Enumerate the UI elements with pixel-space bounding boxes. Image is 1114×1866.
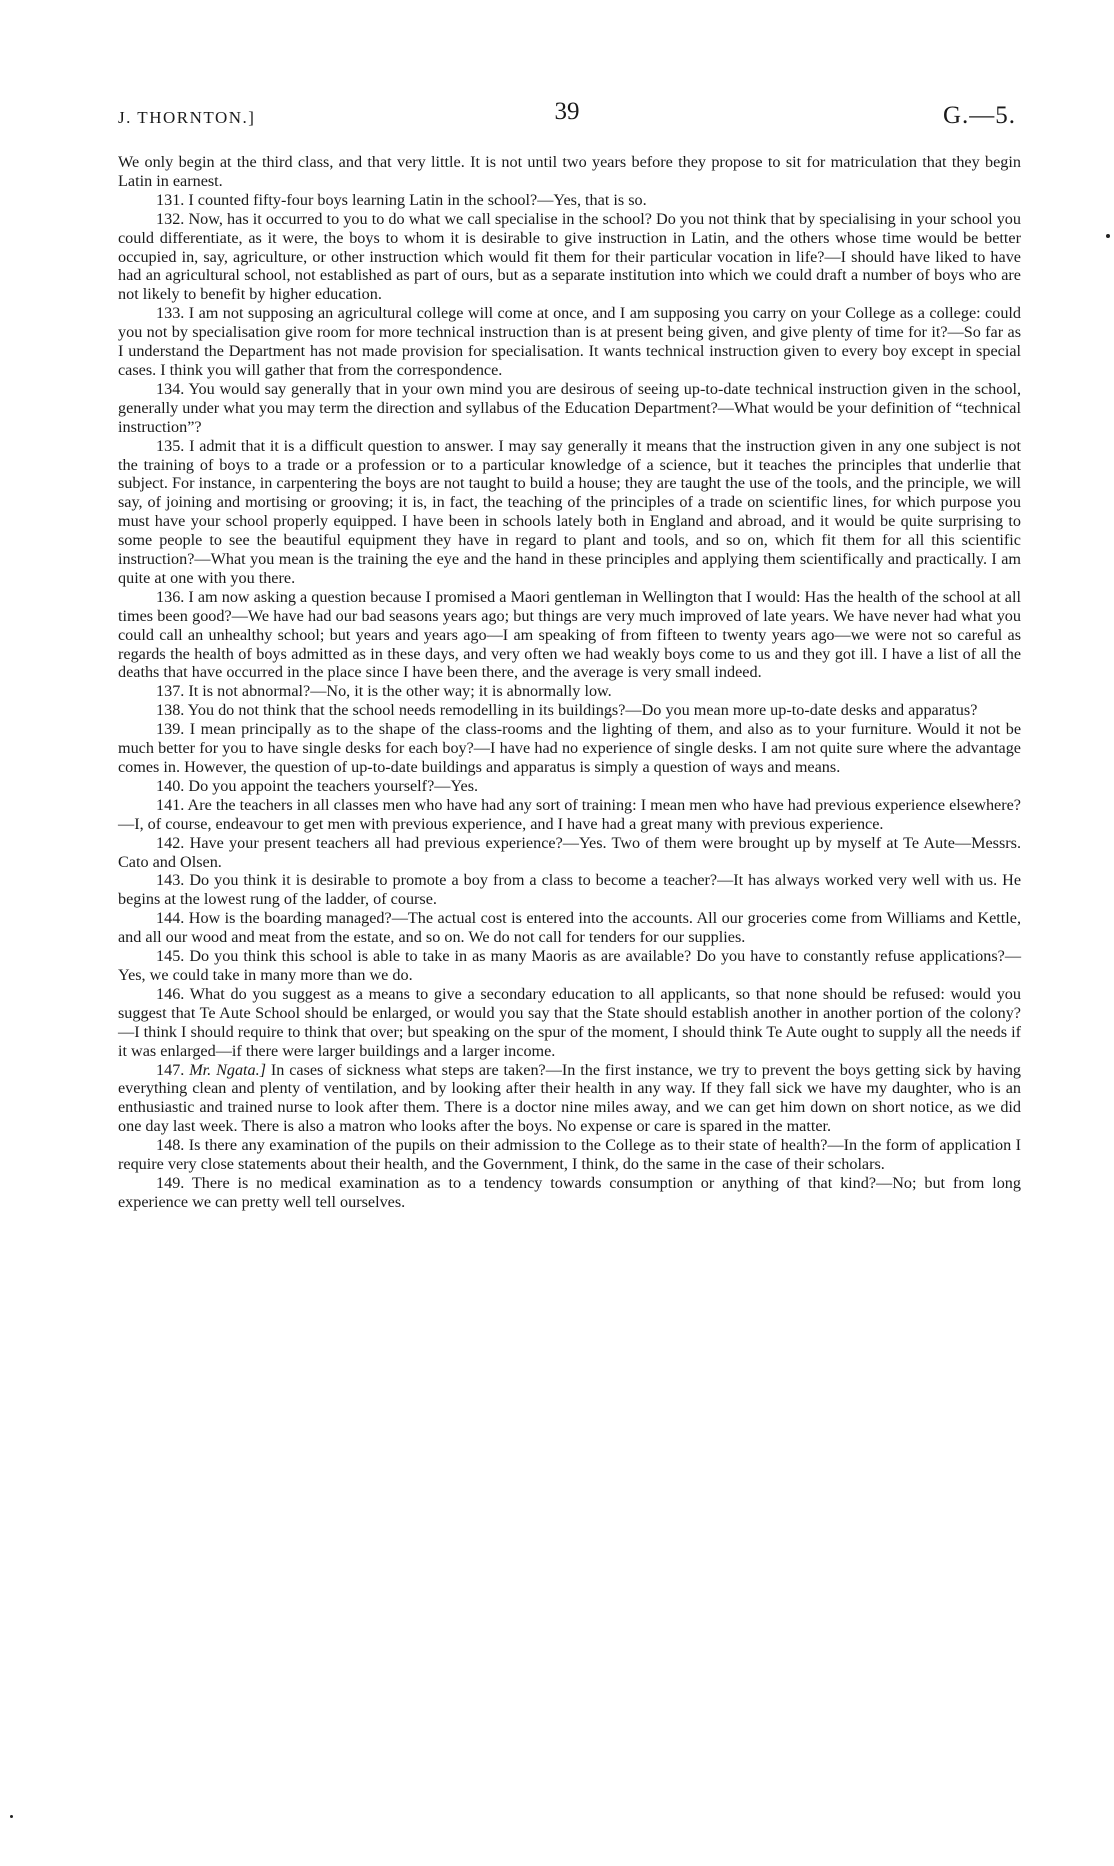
- question-number: 144.: [156, 909, 185, 928]
- question-paragraph: [118, 588, 1021, 683]
- question-paragraph: [118, 1136, 1021, 1174]
- question-text: What do you suggest as a means to give a secondary education to all applicants, so that none should be refused: would you suggest that Te Aute School should be enlarged, or would you say that the State should establish another in another portion of the colony?—I think I should require to think that over; but speaking on the spur of the moment, I should think Te Aute ought to supply all the needs if it was enlarged—if there were larger buildings and a larger income.: [118, 984, 1021, 1060]
- question-text: I am now asking a question because I promised a Maori gentleman in Wellington that I would: Has the health of the school at all times been good?—We have had our bad seasons years ago; but things are very much improved of late years. We have never had what you could call an unhealthy school; but years and years ago—I am speaking of from fifteen to twenty years ago—we were not so careful as regards the health of boys admitted as in these days, and very often we had weakly boys come to us and they got ill. I have a list of all the deaths that have occurred in the place since I have been there, and the average is very small indeed.: [118, 587, 1021, 682]
- margin-dot: [1106, 234, 1110, 238]
- question-paragraph: [118, 871, 1021, 909]
- question-text: How is the boarding managed?—The actual cost is entered into the accounts. All our groceries come from Williams and Kettle, and all our wood and meat from the estate, and so on. We do not call for tenders for our supplies.: [118, 909, 1021, 947]
- margin-dot: [10, 1815, 13, 1818]
- question-text: Now, has it occurred to you to do what we call specialise in the school? Do you not think that by specialising in your school you could differentiate, as it were, the boys to whom it is desirable to give instruction in Latin, and the others whose time would be better occupied in, say, agriculture, or other instruction which would fit them for their particular vocation in life?—I should have liked to have had an agricultural school, not established as part of ours, but as a separate institution into which we could draft a number of boys who are not likely to benefit by higher education.: [118, 209, 1021, 304]
- question-text: There is no medical examination as to a tendency towards consumption or anything of that kind?—No; but from long experience we can pretty well tell ourselves.: [118, 1173, 1021, 1211]
- question-number: 137.: [156, 682, 185, 701]
- question-number: 142.: [156, 833, 185, 852]
- document-body: [118, 153, 1021, 1212]
- question-text: Are the teachers in all classes men who have had any sort of training: I mean men who have had previous experience elsewhere?—I, of course, endeavour to get men with previous experience, and I have had a great many with previous experience.: [118, 795, 1021, 833]
- question-paragraph: [118, 1061, 1021, 1137]
- question-text: I am not supposing an agricultural college will come at once, and I am supposing you carry on your College as a college: could you not by specialisation give room for more technical instruction than is at present being given, and give plenty of time for it?—So far as I understand the Department has not made provision for specialisation. It wants technical instruction given to every boy except in special cases. I think you will gather that from the correspondence.: [118, 304, 1022, 379]
- question-text: You do not think that the school needs remodelling in its buildings?—Do you mean more up-to-date desks and apparatus?: [187, 701, 978, 720]
- question-paragraph: [118, 947, 1021, 985]
- question-paragraph: [118, 834, 1021, 872]
- witness-name: J. THORNTON.]: [118, 108, 256, 127]
- question-paragraph: [118, 437, 1021, 588]
- question-text: I admit that it is a difficult question to answer. I may say generally it means that the instruction given in any one subject is not the training of boys to a trade or a profession or to a particular knowledge of a science, but it teaches the principles that underlie that subject. For instance, in carpentering the boys are not taught to build a house; they are taught the use of the tools, and the principle, we will say, of joining and mortising or grooving; it is, in fact, the teaching of the principles of a trade on scientific lines, for which purpose you must have your school properly equipped. I have been in schools lately both in England and abroad, and it would be quite surprising to some people to see the beautiful equipment they have in regard to plant and tools, and so on, which fit them for all this scientific instruction?—What you mean is the training the eye and the hand in these principles and applying them scientifically and practically. I am quite at one with you there.: [118, 436, 1022, 587]
- question-paragraph: [118, 380, 1021, 437]
- document-reference: G.—5.: [942, 102, 1016, 129]
- question-number: 139.: [156, 720, 185, 739]
- question-text: Do you think it is desirable to promote a boy from a class to become a teacher?—It has always worked very well with us. He begins at the lowest rung of the ladder, of course.: [118, 871, 1022, 909]
- question-number: 136.: [156, 587, 185, 606]
- question-text: I mean principally as to the shape of the class-rooms and the lighting of them, and also as to your furniture. Would it not be much better for you to have single desks for each boy?—I have had no experience of single desks. I am not quite sure where the advantage comes in. However, the question of up-to-date buildings and apparatus is simply a question of ways and means.: [118, 720, 1022, 776]
- speaker-name: Mr. Ngata.]: [189, 1060, 266, 1079]
- question-number: 147.: [156, 1060, 185, 1079]
- question-paragraph: [118, 304, 1021, 380]
- page-number: 39: [554, 98, 580, 125]
- continuation-paragraph: We only begin at the third class, and that very little. It is not until two years before they propose to sit for matriculation that they begin Latin in earnest.: [118, 153, 1021, 190]
- question-paragraph: [118, 909, 1021, 947]
- question-number: 131.: [156, 190, 185, 209]
- question-paragraph: [118, 985, 1021, 1061]
- paragraph-list: [118, 191, 1021, 1212]
- question-number: 143.: [156, 871, 185, 890]
- question-number: 132.: [156, 209, 185, 228]
- question-text: You would say generally that in your own mind you are desirous of seeing up-to-date technical instruction given in the school, generally under what you may term the direction and syllabus of the Education Department?—What would be your definition of “technical instruction”?: [118, 379, 1021, 436]
- question-number: 145.: [156, 947, 185, 966]
- question-number: 138.: [156, 701, 185, 720]
- question-paragraph: [118, 777, 1021, 796]
- question-paragraph: [118, 191, 1021, 210]
- question-text: Is there any examination of the pupils on their admission to the College as to their state of health?—In the form of application I require very close statements about their health, and the Government, I think, do the same in the case of their scholars.: [118, 1136, 1022, 1174]
- question-paragraph: [118, 796, 1021, 834]
- question-text: I counted fifty-four boys learning Latin in the school?—Yes, that is so.: [188, 190, 647, 209]
- question-number: 133.: [156, 304, 185, 323]
- question-number: 134.: [156, 379, 185, 398]
- question-number: 146.: [156, 984, 185, 1003]
- question-number: 148.: [156, 1136, 185, 1155]
- question-text: Have your present teachers all had previous experience?—Yes. Two of them were brought up by myself at Te Aute—Messrs. Cato and Olsen.: [118, 833, 1022, 871]
- question-number: 149.: [156, 1173, 185, 1192]
- question-number: 141.: [156, 795, 185, 814]
- question-text: Do you think this school is able to take in as many Maoris as are available? Do you have to constantly refuse applications?—Yes, we could take in many more than we do.: [118, 947, 1022, 984]
- question-paragraph: [118, 701, 1021, 720]
- question-number: 135.: [156, 436, 185, 455]
- question-text: In cases of sickness what steps are taken?—In the first instance, we try to prevent the boys getting sick by having everything clean and plenty of ventilation, and by looking after their health in any way. If they fall sick we have my daughter, who is an enthusiastic and trained nurse to look after them. There is a doctor nine miles away, and we can get him down on short notice, as we did one day last week. There is also a matron who looks after the boys. No expense or care is spared in the matter.: [118, 1060, 1022, 1136]
- question-text: It is not abnormal?—No, it is the other way; it is abnormally low.: [188, 682, 612, 701]
- question-number: 140.: [156, 776, 185, 795]
- question-paragraph: [118, 1174, 1021, 1212]
- page-header: [118, 98, 1016, 138]
- question-text: Do you appoint the teachers yourself?—Yes.: [188, 776, 479, 795]
- question-paragraph: [118, 210, 1021, 305]
- question-paragraph: [118, 682, 1021, 701]
- question-paragraph: [118, 720, 1021, 777]
